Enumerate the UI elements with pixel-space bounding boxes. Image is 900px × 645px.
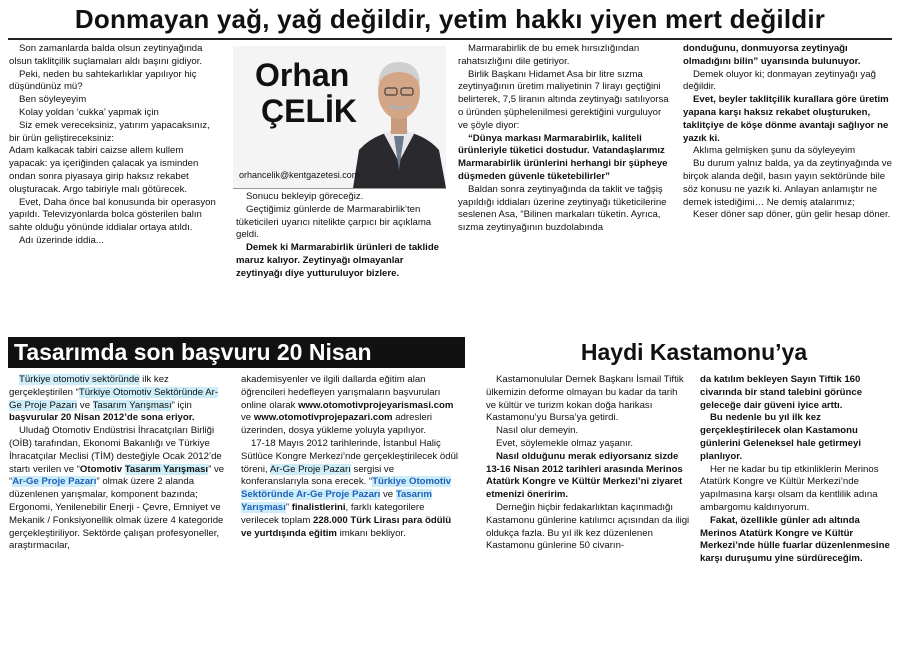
paragraph: Demek ki Marmarabirlik ürünleri de taklide maruz kalıyor. Zeytinyağı olmayanlar zeytinyağı diye yutturuluyor bizlere. bbox=[236, 242, 440, 279]
highlight-text: Ar-Ge Proje Pazarı bbox=[12, 476, 97, 488]
paragraph: Demek oluyor ki; donmayan zeytinyağı yağ değildir. bbox=[683, 68, 876, 93]
paragraph: Fakat, özellikle günler adı altında Merinos Atatürk Kongre ve Kültür Merkezi’nde hülle fuarlar düzenlenmesine karşı duruşumu yine sürdüreceğim. bbox=[700, 514, 890, 565]
paragraph: Keser döner sap döner, gün gelir hesap döner. bbox=[693, 209, 891, 221]
paragraph: 17-18 Mayıs 2012 tarihlerinde, İstanbul Haliç Sütlüce Kongre Merkezi’nde gerçekleştirilecek ödül töreni, Ar-Ge Proje Pazarı sergisi ve konferanslarıyla sona erecek. “Türkiye Otomotiv Sektöründe Ar-Ge Proje Pazarı ve Tasarım Yarışması” finalistlerini, farklı kategorilere verilecek toplam 228.000 Türk Lirası para ödülü ve yurtdışında eğitim imkanı bekliyor. bbox=[241, 437, 459, 539]
article1-column-4 bbox=[683, 43, 893, 222]
paragraph: Evet, söylemekle olmaz yaşanır. bbox=[496, 437, 634, 449]
paragraph: Birlik Başkanı Hidamet Asa bir litre sızma zeytinyağının üretim maliyetinin 7 lirayı geçtiğini belirterek, 7,5 liranın altında zeytinyağı satılıyorsa o üründen şüphelenilmesi gerektiğini vurguluyor ve şöyle diyor: bbox=[458, 68, 669, 131]
article2-column-2 bbox=[241, 374, 463, 540]
paragraph: Uludağ Otomotiv Endüstrisi İhracatçıları Birliği (OİB) tarafından, Ekonomi Bakanlığı ve Türkiye İhracatçılar Meclisi (TİM) desteğiyle Ocak 2012’de startı verilen ve “Otomotiv Tasarım Yarışması” ve “Ar-Ge Proje Pazarı” olmak üzere 2 alanda düzenlenen yarışmalar, komponent bazında; Ergonomi, Yenilenebilir Enerji - Çevre, Emniyet ve Mekanik / Fonksiyonellik olmak üzere 4 kategoride gerçekleştiriliyor. Sektörde çalışan profesyoneller, araştırmacılar, bbox=[9, 425, 225, 552]
highlight-text: Ar-Ge Proje Pazarı bbox=[269, 463, 351, 475]
paragraph: Evet, Daha önce bal konusunda bir operasyon yapıldı. Televizyonlarda bolca gösterilen balın sahte olduğu yönünde iddialar ortaya atıldı. bbox=[9, 196, 216, 234]
article1-headline: Donmayan yağ, yağ değildir, yetim hakkı yiyen mert değildir bbox=[74, 4, 826, 34]
article3-column-1 bbox=[486, 374, 690, 553]
article2-column-1 bbox=[9, 374, 227, 553]
paragraph: Son zamanlarda balda olsun zeytinyağında olsun taklitçilik suçlamaları aldı başını gidiyor. bbox=[9, 43, 203, 67]
paragraph: Peki, neden bu sahtekarlıklar yapılıyor hiç düşündünüz mü? bbox=[9, 68, 197, 93]
paragraph: da katılım bekleyen Sayın Tiftik 160 civarında bir stand talebini görünce geleceğe dair güveni iyice arttı. bbox=[700, 374, 863, 411]
paragraph: Kastamonulular Dernek Başkanı İsmail Tiftik ülkemizin deforme olmayan bu kadar da tarih ve kültür ve turizm kokan doğa harikası Kastamonu’yu Bursa’ya getirdi. bbox=[486, 374, 684, 424]
paragraph: Geçtiğimiz günlerde de Marmarabirlik’ten tüketicileri uyarıcı nitelikte çarpıcı bir açıklama geldi. bbox=[236, 203, 432, 241]
highlight-text: Tasarım Yarışması bbox=[124, 463, 209, 475]
highlight-text: Tasarım Yarışması bbox=[241, 489, 432, 513]
article3-headline: Haydi Kastamonu’ya bbox=[580, 339, 808, 365]
highlight-text: Tasarım Yarışması bbox=[92, 399, 172, 411]
author-email: orhancelik@kentgazetesi.com bbox=[239, 170, 360, 180]
paragraph: akademisyenler ve ilgili dallarda eğitim alan öğrencileri hedefleyen yarışmaların başvuruları online olarak www.otomotivprojeyarismasi.com ve www.otomotivprojepazari.com adresleri üzerinden, dosya yükleme yoluyla yapılıyor. bbox=[241, 374, 454, 437]
headline-rule bbox=[8, 38, 892, 40]
article2-headline: Tasarımda son başvuru 20 Nisan bbox=[8, 337, 465, 368]
paragraph: Sonucu bekleyip göreceğiz. bbox=[246, 191, 364, 202]
highlight-text: Türkiye otomotiv sektöründe bbox=[19, 374, 140, 385]
paragraph: Baldan sonra zeytinyağında da taklit ve tağşiş yapıldığı iddiaları üzerine zeytinyağı tüketicilerine seslenen Asa, “Bilinen markaları tüketin. Ayrıca, sızma zeytinyağının buzdolabında bbox=[458, 183, 667, 234]
paragraph: Türkiye otomotiv sektöründe ilk kez gerçekleştirilen “Türkiye Otomotiv Sektöründe Ar-Ge Proje Pazarı ve Tasarım Yarışması” için başvurular 20 Nisan 2012’de sona eriyor. bbox=[9, 374, 219, 424]
paragraph: Bu nedenle bu yıl ilk kez gerçekleştirilecek olan Kastamonu günlerini Geleneksel hale getirmeyi planlıyor. bbox=[700, 412, 862, 462]
paragraph: Marmarabirlik de bu emek hırsızlığından rahatsızlığını dile getiriyor. bbox=[458, 43, 640, 67]
author-portrait bbox=[353, 50, 446, 188]
article3-column-2 bbox=[700, 374, 892, 566]
highlight-text: Türkiye Otomotiv Sektöründe Ar-Ge Proje Pazarı bbox=[9, 386, 219, 411]
author-photo-box bbox=[233, 46, 446, 189]
paragraph: donduğunu, donmuyorsa zeytinyağı olmadığını bilin” uyarısında bulunuyor. bbox=[683, 43, 861, 67]
paragraph: Kolay yoldan ‘cukka’ yapmak için bbox=[19, 106, 159, 118]
paragraph: Her ne kadar bu tip etkinliklerin Merinos Atatürk Kongre ve Kültür Merkezi’nde yapılmasına karşı olsam da kentlilik adına ambargomu kaldırıyorum. bbox=[700, 463, 879, 513]
quote: “Dünya markası Marmarabirlik, kaliteli ürünleriyle tüketici dostudur. Vatandaşlarımız Marmarabirlik ürünlerini herhangi bir şüpheye düşmeden güvenle tüketebilirler” bbox=[458, 132, 668, 182]
author-last-name: ÇELİK bbox=[261, 93, 357, 129]
paragraph: Evet, beyler taklitçilik kurallara göre üretim yapana karşı haksız rekabet oluşturuken, taklitçiye de köşe dönme avantajı sağlıyor ne yazık ki. bbox=[683, 94, 889, 144]
paragraph: Nasıl olduğunu merak ediyorsanız sizde 13-16 Nisan 2012 tarihleri arasında Merinos Atatürk Kongre ve Kültür Merkezi’ni ziyaret etmenizi öneririm. bbox=[486, 450, 683, 501]
article1-column-3 bbox=[458, 43, 670, 235]
highlight-text: Türkiye Otomotiv Sektöründe Ar-Ge Proje Pazarı bbox=[241, 476, 452, 501]
paragraph: Aklıma gelmişken şunu da söyleyeyim bbox=[693, 145, 856, 157]
article1-column-1 bbox=[9, 43, 221, 248]
paragraph: Adı üzerinde iddia... bbox=[19, 234, 104, 246]
paragraph: Ben söyleyeyim bbox=[19, 94, 87, 106]
paragraph: Adam kalkacak tabiri caizse allem kullem yapacak: ya içeriğinden çalacak ya isminden ondan sonra piyasaya girip haksız rekabet oluşturacak. Argo tabiriyle malı götürecek. bbox=[9, 145, 199, 195]
article1-column-2 bbox=[236, 191, 446, 281]
paragraph: Nasıl olur demeyin. bbox=[496, 425, 579, 437]
paragraph: Derneğin hiçbir fedakarlıktan kaçınmadığı Kastamonu günlerine katılımcı açısından da iligi oldukça fazla. Bu yıl ilk kez düzenlenen Kastamonu günlerine 50 civarın- bbox=[486, 501, 690, 552]
author-first-name: Orhan bbox=[255, 57, 350, 93]
paragraph: Bu durum yalnız balda, ya da zeytinyağında ve birçok alanda değil, basın yayın sektöründe bile söz konusu ne yazık ki. Anlayan anlamıştır ne demek istediğimi… Ne demiş atalarımız; bbox=[683, 158, 892, 208]
paragraph: Siz emek vereceksiniz, yatırım yapacaksınız, bir ürün geliştireceksiniz: bbox=[9, 119, 210, 144]
